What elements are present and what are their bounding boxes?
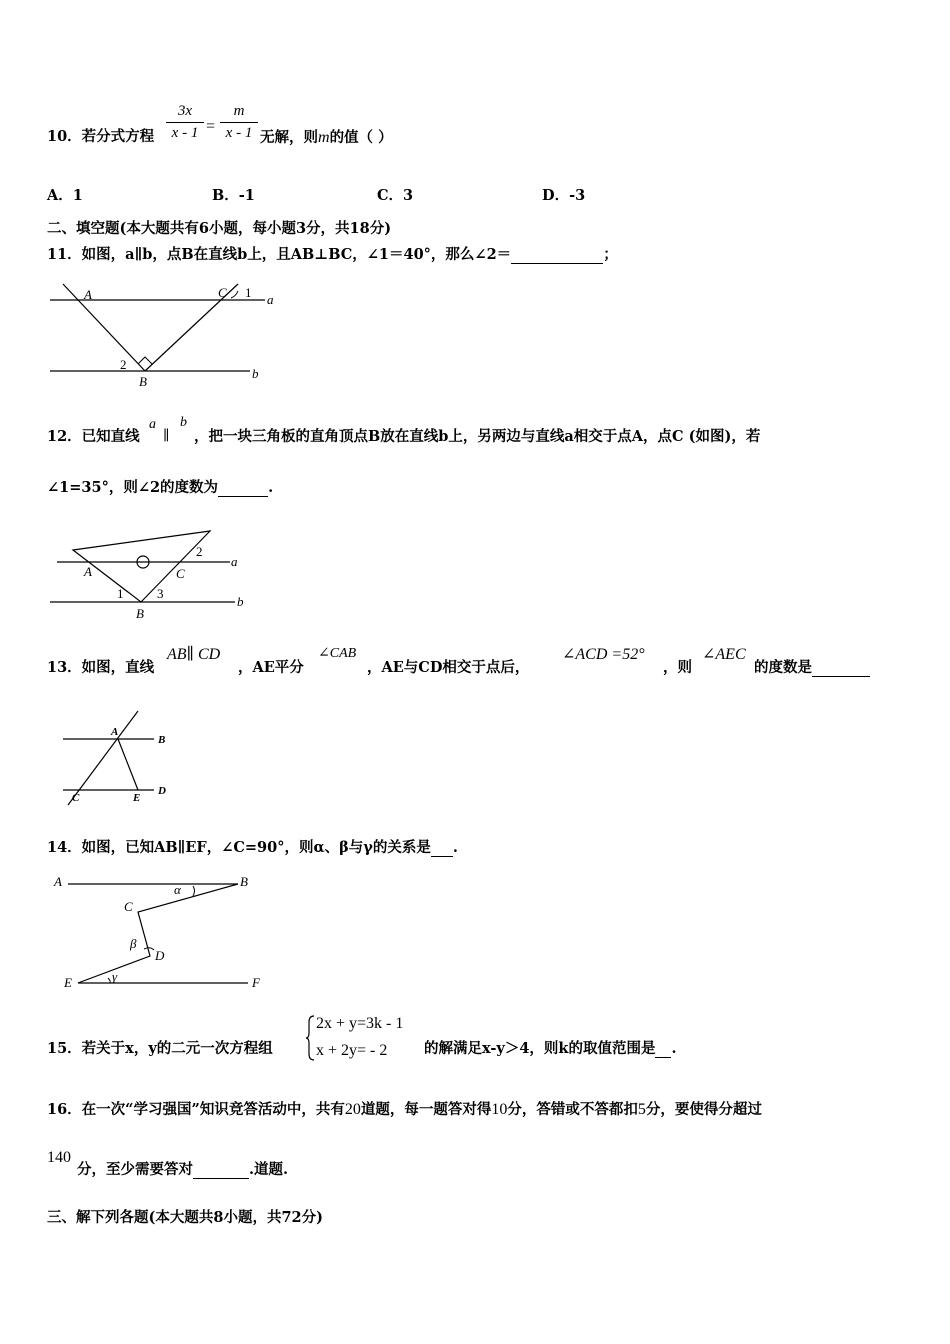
label-B: B (139, 374, 147, 389)
label-a: a (231, 554, 238, 569)
label-E: E (133, 792, 141, 804)
label-F: F (252, 975, 260, 990)
label-A: A (111, 726, 119, 738)
q13-stem-3: ，AE与CD相交于点后， (367, 659, 530, 676)
section-3-title: 三、解下列各题(本大题共8小题，共72分) (47, 1209, 323, 1226)
label-B: B (240, 874, 248, 889)
q13-math-acd: ∠ACD =52° (562, 646, 645, 663)
label-b: b (237, 594, 244, 609)
q13-math-aec: ∠AEC (702, 646, 746, 663)
q10-fraction-left: $\frac{3x}{x - 1}$ (166, 104, 204, 141)
q13-stem-5: 的度数是 (754, 661, 870, 677)
label-2: 2 (196, 544, 203, 559)
q15-equation-2: x + 2y= - 2 (316, 1042, 388, 1059)
q12-stem-line2: ∠1=35°，则∠2的度数为 . (47, 479, 274, 496)
q12-figure (45, 528, 265, 623)
q11-figure (45, 280, 285, 390)
label-C: C (72, 792, 80, 804)
label-C: C (218, 285, 227, 300)
section-2-title: 二、填空题(本大题共有6小题，每小题3分，共18分) (47, 220, 392, 237)
q14-figure (50, 870, 280, 995)
label-A: A (84, 287, 92, 302)
q13-math-cab: ∠CAB (318, 646, 357, 661)
label-gamma: γ (112, 969, 118, 984)
label-C: C (176, 566, 185, 581)
answer-blank (431, 841, 453, 857)
label-C: C (124, 899, 133, 914)
label-2: 2 (120, 357, 127, 372)
q15-stem: 15．若关于x，y的二元一次方程组 (47, 1040, 273, 1057)
q10-fraction-right: $\frac{m}{x - 1}$ (220, 104, 258, 141)
q16-stem: 16．在一次“学习强国”知识竞答活动中，共有20道题，每一题答对得10分，答错或不答都扣5分，要使得分超过 (47, 1101, 762, 1118)
q15-stem-continued: 的解满足x-y＞4，则k的取值范围是 . (424, 1040, 677, 1057)
q10-option-a: A．1 (47, 187, 83, 204)
label-A: A (84, 564, 92, 579)
answer-blank (655, 1042, 671, 1058)
label-b: b (252, 366, 259, 381)
q10-option-c: C．3 (377, 187, 414, 204)
label-B: B (136, 606, 144, 621)
q14-stem: 14．如图，已知AB∥EF，∠C=90°，则α、β与γ的关系是 . (47, 839, 458, 856)
q12-stem: 12．已知直线 (47, 428, 140, 445)
q15-equation-1: 2x + y=3k - 1 (316, 1015, 404, 1032)
q12-stem-continued: ，把一块三角板的直角顶点B放在直线b上，另两边与直线a相交于点A，点C (如图)，若 (194, 428, 761, 445)
q12-line-b: b (180, 415, 187, 430)
answer-blank (812, 661, 870, 677)
q11-stem: 11．如图，a∥b，点B在直线b上，且AB⊥BC，∠1＝40°，那么∠2＝ ； (47, 246, 618, 263)
label-D: D (155, 948, 165, 963)
label-beta: β (130, 936, 137, 951)
label-3: 3 (157, 586, 164, 601)
label-D: D (158, 785, 166, 797)
q12-line-a: a (149, 417, 156, 432)
label-1: 1 (245, 285, 252, 300)
q16-stem-line2: 分，至少需要答对 .道题. (77, 1161, 289, 1178)
label-1: 1 (117, 586, 124, 601)
q12-parallel: ∥ (163, 429, 170, 444)
label-alpha: α (174, 882, 181, 897)
q10-tail: 无解，则m的值（ ） (260, 129, 393, 146)
q13-stem: 13．如图，直线 (47, 659, 155, 676)
label-B: B (158, 734, 166, 746)
q10-equals: = (206, 118, 216, 135)
answer-blank (511, 248, 603, 264)
label-E: E (64, 975, 72, 990)
label-a: a (267, 292, 274, 307)
q13-figure (58, 708, 198, 818)
q10-option-d: D．-3 (542, 187, 586, 204)
q10-stem: 10．若分式方程 (47, 128, 155, 145)
q16-number-140: 140 (47, 1149, 71, 1166)
q10-option-b: B．-1 (212, 187, 255, 204)
answer-blank (218, 481, 268, 497)
q13-stem-4: ，则 (663, 659, 692, 676)
q13-stem-2: ，AE平分 (238, 659, 304, 676)
label-A: A (54, 874, 62, 889)
answer-blank (193, 1163, 249, 1179)
q13-math-ab-cd: AB∥ CD (167, 646, 221, 663)
